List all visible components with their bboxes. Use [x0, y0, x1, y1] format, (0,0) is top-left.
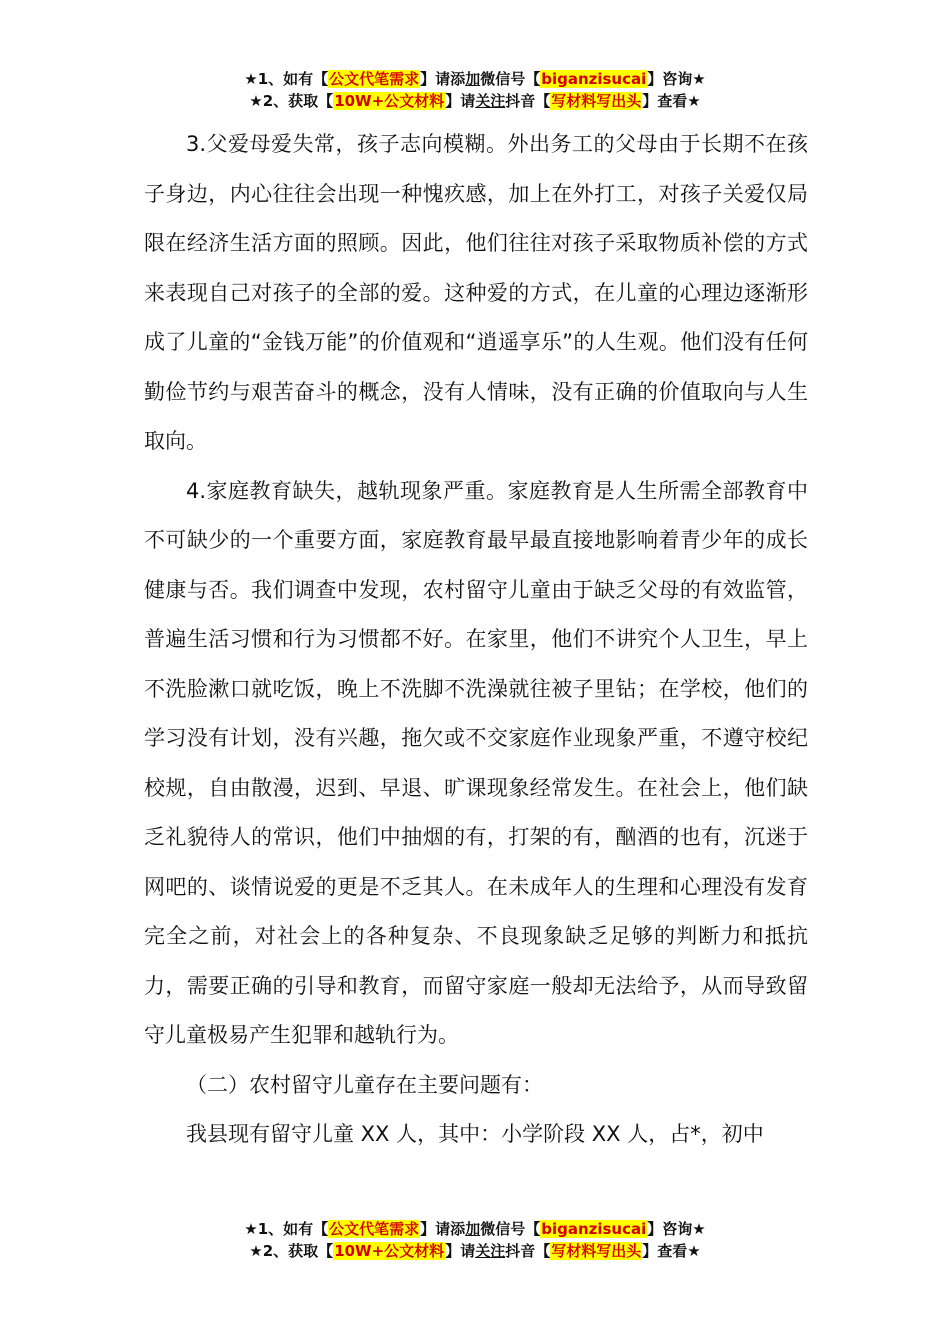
banner-highlight: biganzisucai [541, 70, 647, 88]
banner-line-1: ★1、如有【公文代笔需求】请添加微信号【biganzisucai】咨询★ [244, 70, 706, 88]
banner-highlight: 写材料写出头 [551, 1242, 642, 1260]
paragraph-4: 4.家庭教育缺失，越轨现象严重。家庭教育是人生所需全部教育中不可缺少的一个重要方面，家庭教育最早最直接地影响着青少年的成长健康与否。我们调查中发现，农村留守儿童由于缺乏父母的有效监管，普遍生活习惯和行为习惯都不好。在家里，他们不讲究个人卫生，早上不洗脸漱口就吃饭，晚上不洗脚不洗澡就往被子里钻；在学校，他们的学习没有计划，没有兴趣，拖欠或不交家庭作业现象严重，不遵守校纪校规，自由散漫，迟到、早退、旷课现象经常发生。在社会上，他们缺乏礼貌待人的常识，他们中抽烟的有，打架的有，酗酒的也有，沉迷于网吧的、谈情说爱的更是不乏其人。在未成年人的生理和心理没有发育完全之前，对社会上的各种复杂、不良现象缺乏足够的判断力和抵抗力，需要正确的引导和教育，而留守家庭一般却无法给予，从而导致留守儿童极易产生犯罪和越轨行为。 [144, 478, 808, 1047]
banner-line-1: ★1、如有【公文代笔需求】请添加微信号【biganzisucai】咨询★ [244, 1220, 706, 1238]
banner-highlight: 10W+公文材料 [334, 1242, 445, 1260]
header-banner [0, 68, 950, 112]
banner-highlight: 公文代笔需求 [329, 1220, 420, 1238]
banner-highlight: 10W+公文材料 [334, 92, 445, 110]
document-body [144, 120, 808, 1160]
banner-line-2: ★2、获取【10W+公文材料】请关注抖音【写材料写出头】查看★ [249, 1242, 701, 1260]
banner-line-2: ★2、获取【10W+公文材料】请关注抖音【写材料写出头】查看★ [249, 92, 701, 110]
banner-highlight: 公文代笔需求 [329, 70, 420, 88]
section-heading-2: （二）农村留守儿童存在主要问题有： [186, 1072, 543, 1097]
banner-highlight: biganzisucai [541, 1220, 647, 1238]
banner-highlight: 写材料写出头 [551, 92, 642, 110]
footer-banner [0, 1218, 950, 1262]
paragraph-3: 3.父爱母爱失常，孩子志向模糊。外出务工的父母由于长期不在孩子身边，内心往往会出现一种愧疚感，加上在外打工，对孩子关爱仅局限在经济生活方面的照顾。因此，他们往往对孩子采取物质补偿的方式来表现自己对孩子的全部的爱。这种爱的方式，在儿童的心理边逐渐形成了儿童的“金钱万能”的价值观和“逍遥享乐”的人生观。他们没有任何勤俭节约与艰苦奋斗的概念，没有人情味，没有正确的价值取向与人生取向。 [144, 132, 808, 453]
paragraph-stats: 我县现有留守儿童 XX 人，其中：小学阶段 XX 人，占*，初中 [186, 1122, 764, 1146]
